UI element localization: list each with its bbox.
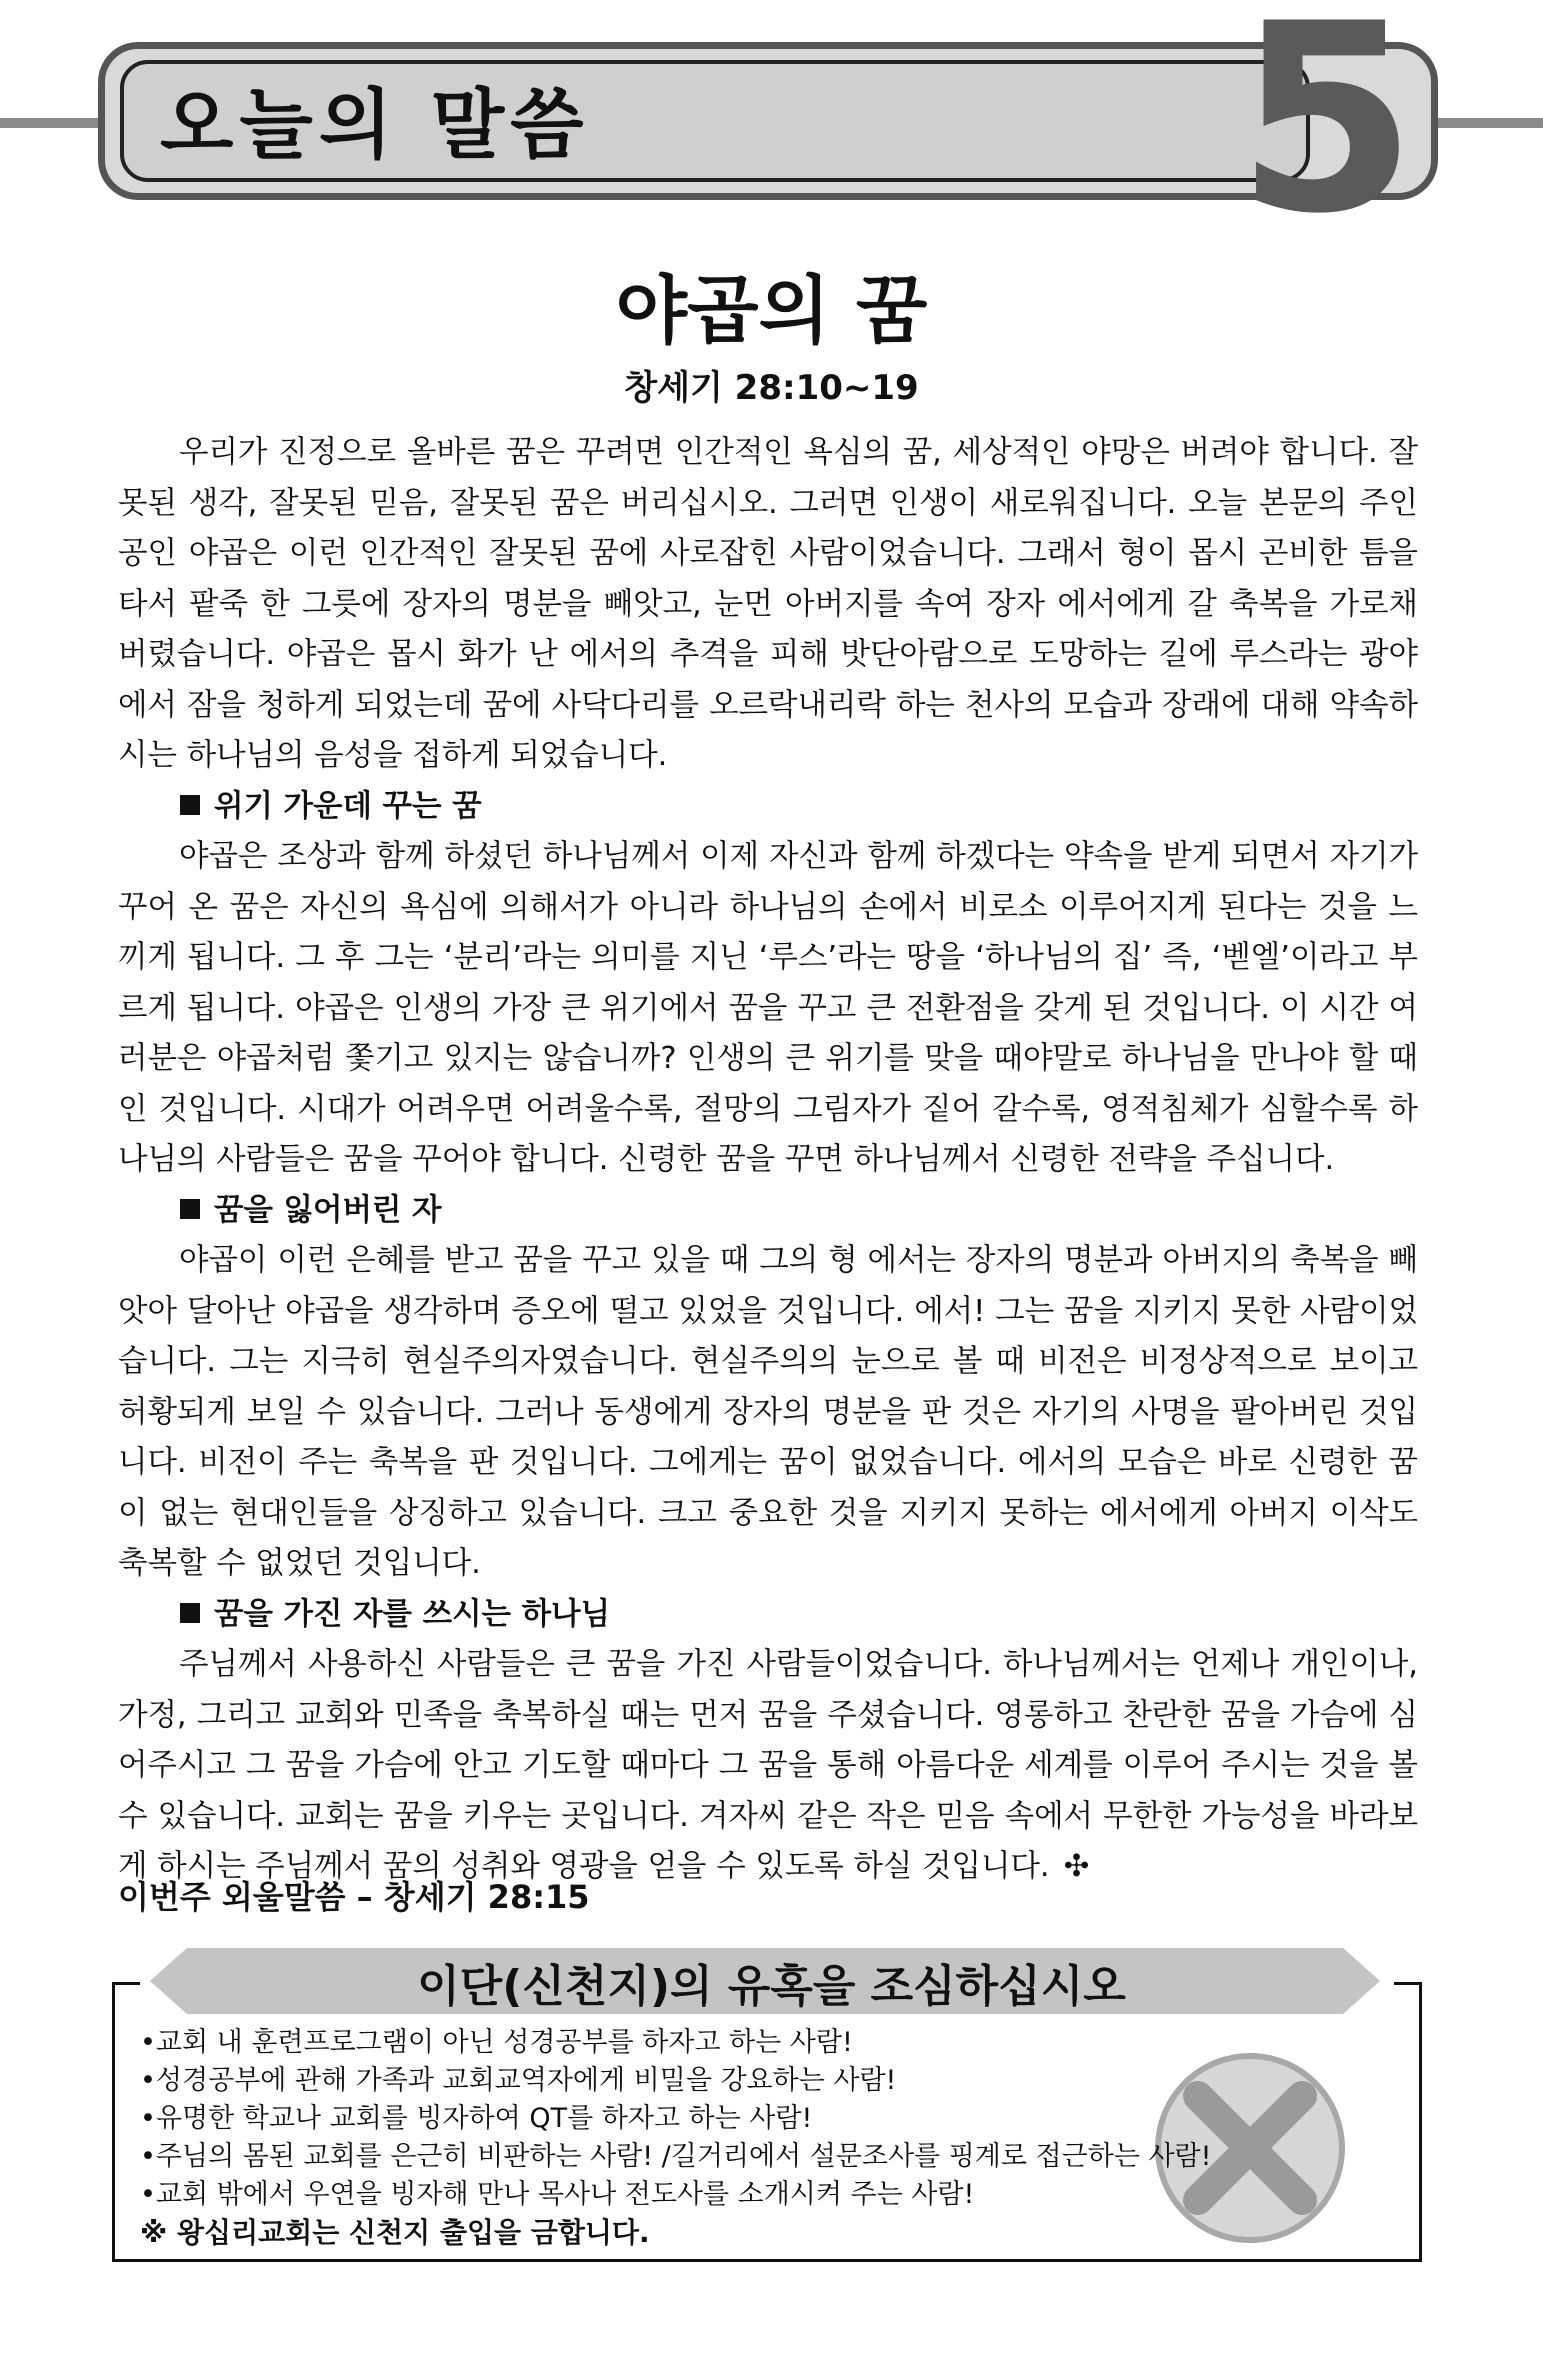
section-paragraph-last <box>118 1640 1418 1893</box>
section-paragraph-text: 주님께서 사용하신 사람들은 큰 꿈을 가진 사람들이었습니다. 하나님께서는 언제나 개인이나, 가정, 그리고 교회와 민족을 축복하실 때는 먼저 꿈을 주셨습니다. 영롱하고 찬란한 꿈을 가슴에 심어주시고 그 꿈을 가슴에 안고 기도할 때마다 그 꿈을 통해 아름다운 세계를 이루어 주시는 것을 볼 수 있습니다. 교회는 꿈을 키우는 곳입니다. 겨자씨 같은 작은 믿음 속에서 무한한 가능성을 바라보게 하시는 주님께서 꿈의 성취와 영광을 얻을 수 있도록 하실 것입니다. <box>118 1647 1418 1884</box>
square-bullet-icon <box>180 1603 200 1623</box>
section-paragraph: 야곱이 이런 은혜를 받고 꿈을 꾸고 있을 때 그의 형 에서는 장자의 명분과 아버지의 축복을 빼앗아 달아난 야곱을 생각하며 증오에 떨고 있었을 것입니다. 에서! 그는 꿈을 지키지 못한 사람이었습니다. 그는 지극히 현실주의자였습니다. 현실주의의 눈으로 볼 때 비전은 비정상적으로 보이고 허황되게 보일 수 있습니다. 그러나 동생에게 장자의 명분을 판 것은 자기의 사명을 팔아버린 것입니다. 비전이 주는 축복을 판 것입니다. 그에게는 꿈이 없었습니다. 에서의 모습은 바로 신령한 꿈이 없는 현대인들을 상징하고 있습니다. 크고 중요한 것을 지키지 못하는 에서에게 아버지 이삭도 축복할 수 없었던 것입니다. <box>118 1243 1418 1581</box>
warning-item: •교회 밖에서 우연을 빙자해 만나 목사나 전도사를 소개시켜 주는 사람! <box>140 2179 975 2210</box>
end-ornament-icon: ✣ <box>1063 1849 1090 1884</box>
warning-item: •교회 내 훈련프로그램이 아닌 성경공부를 하자고 하는 사람! <box>140 2027 853 2058</box>
section-heading-text: 꿈을 가진 자를 쓰시는 하나님 <box>214 1596 611 1632</box>
memory-verse: 이번주 외울말씀 – 창세기 28:15 <box>118 1878 590 1916</box>
section-heading <box>118 1590 1418 1641</box>
section-heading <box>118 1186 1418 1237</box>
section-heading-text: 꿈을 잃어버린 자 <box>214 1192 442 1228</box>
warning-title: 이단(신천지)의 유혹을 조심하십시오 <box>417 1961 1126 2012</box>
sermon-body <box>118 428 1418 1893</box>
warning-item: •유명한 학교나 교회를 빙자하여 QT를 하자고 하는 사람! <box>140 2103 813 2134</box>
sermon-title: 야곱의 꿈 <box>615 268 928 354</box>
section-heading <box>118 782 1418 833</box>
square-bullet-icon <box>180 1199 200 1219</box>
square-bullet-icon <box>180 795 200 815</box>
section-heading-text: 위기 가운데 꾸는 꿈 <box>214 788 482 824</box>
section-number: 5 <box>1236 0 1417 271</box>
intro-paragraph: 우리가 진정으로 올바른 꿈은 꾸려면 인간적인 욕심의 꿈, 세상적인 야망은 버려야 합니다. 잘못된 생각, 잘못된 믿음, 잘못된 꿈은 버리십시오. 그러면 인생이 새로워집니다. 오늘 본문의 주인공인 야곱은 이런 인간적인 잘못된 꿈에 사로잡힌 사람이었습니다. 그래서 형이 몹시 곤비한 틈을 타서 팥죽 한 그릇에 장자의 명분을 빼앗고, 눈먼 아버지를 속여 장자 에서에게 갈 축복을 가로채 버렸습니다. 야곱은 몹시 화가 난 에서의 추격을 피해 밧단아람으로 도망하는 길에 루스라는 광야에서 잠을 청하게 되었는데 꿈에 사닥다리를 오르락내리락 하는 천사의 모습과 장래에 대해 약속하시는 하나님의 음성을 접하게 되었습니다. <box>118 435 1418 773</box>
section-title: 오늘의 말씀 <box>160 80 590 169</box>
warning-list <box>140 2024 1400 2252</box>
warning-item: •주님의 몸된 교회를 은근히 비판하는 사람! /길거리에서 설문조사를 핑계로 접근하는 사람! <box>140 2141 1212 2172</box>
warning-item: •성경공부에 관해 가족과 교회교역자에게 비밀을 강요하는 사람! <box>140 2065 897 2096</box>
warning-note: ※ 왕십리교회는 신천지 출입을 금합니다. <box>140 2216 650 2249</box>
scripture-reference: 창세기 28:10~19 <box>624 368 919 408</box>
section-paragraph: 야곱은 조상과 함께 하셨던 하나님께서 이제 자신과 함께 하겠다는 약속을 받게 되면서 자기가 꾸어 온 꿈은 자신의 욕심에 의해서가 아니라 하나님의 손에서 비로소 이루어지게 된다는 것을 느끼게 됩니다. 그 후 그는 ‘분리’라는 의미를 지닌 ‘루스’라는 땅을 ‘하나님의 집’ 즉, ‘벧엘’이라고 부르게 됩니다. 야곱은 인생의 가장 큰 위기에서 꿈을 꾸고 큰 전환점을 갖게 된 것입니다. 이 시간 여러분은 야곱처럼 쫓기고 있지는 않습니까? 인생의 큰 위기를 맞을 때야말로 하나님을 만나야 할 때인 것입니다. 시대가 어려우면 어려울수록, 절망의 그림자가 짙어 갈수록, 영적침체가 심할수록 하나님의 사람들은 꿈을 꾸어야 합니다. 신령한 꿈을 꾸면 하나님께서 신령한 전략을 주십니다. <box>118 839 1418 1177</box>
